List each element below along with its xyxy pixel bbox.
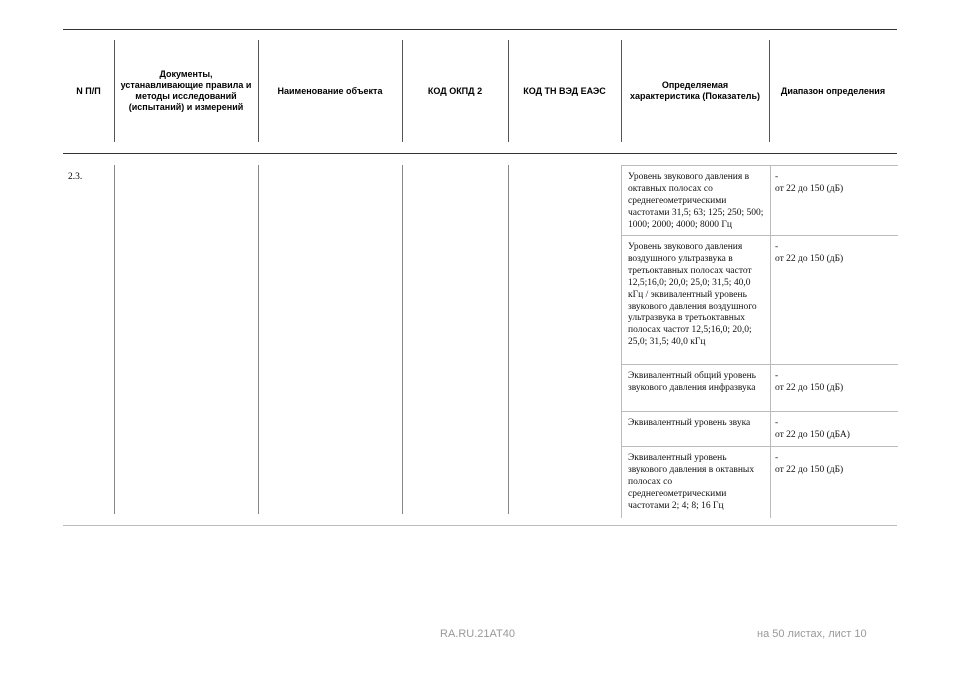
body-col-divider	[114, 165, 115, 514]
header-col-divider	[402, 40, 403, 142]
characteristic-text: Эквивалентный уровень звука	[628, 418, 751, 428]
table-bottom-rule	[63, 525, 897, 526]
range-value: от 22 до 150 (дБ)	[775, 183, 844, 194]
table-row	[621, 165, 898, 235]
range-cell	[775, 418, 850, 442]
characteristic-text: Уровень звукового давления в октавных полосах со среднегеометрическими частотами 31,5; 63; 125; 250; 500; 1000; 2000; 4000; 8000 Гц	[628, 172, 764, 230]
header-okpd2-code: КОД ОКПД 2	[427, 85, 483, 96]
range-value: от 22 до 150 (дБ)	[775, 464, 844, 475]
body-col-divider	[402, 165, 403, 514]
row-number: 2.3.	[68, 172, 83, 182]
header-top-rule	[63, 29, 897, 30]
header-col-divider	[114, 40, 115, 142]
range-value: от 22 до 150 (дБА)	[775, 429, 850, 440]
characteristic-text: Уровень звукового давления воздушного ультразвука в третьоктавных полосах частот 12,5;16,0; 20,0; 25,0; 31,5; 40,0 кГц / эквивалентный уровень звукового давления воздушного ультразвука в третьоктавных полосах частот 12,5;16,0; 20,0; 25,0; 31,5; 40,0 кГц	[628, 242, 757, 348]
body-col-divider	[508, 165, 509, 514]
table-row	[621, 235, 898, 364]
range-dash: -	[775, 453, 779, 463]
footer-doc-id: RA.RU.21АТ40	[440, 628, 515, 640]
characteristic-cell	[621, 166, 771, 235]
range-cell	[775, 453, 843, 477]
range-cell	[775, 371, 843, 395]
header-number: N П/П	[76, 85, 101, 96]
table-row	[621, 411, 898, 446]
footer-sheet-info: на 50 листах, лист 10	[757, 628, 867, 640]
range-value: от 22 до 150 (дБ)	[775, 382, 844, 393]
table-row	[621, 446, 898, 518]
range-dash: -	[775, 242, 779, 252]
range-value: от 22 до 150 (дБ)	[775, 253, 844, 264]
characteristic-cell	[621, 412, 771, 446]
range-cell	[775, 242, 843, 266]
characteristic-text: Эквивалентный уровень звукового давления в октавных полосах со среднегеометрическими частотами 2; 4; 8; 16 Гц	[628, 453, 755, 511]
header-col-divider	[258, 40, 259, 142]
header-documents: Документы, устанавливающие правила и методы исследований (испытаний) и измерений	[120, 69, 252, 112]
header-object-name: Наименование объекта	[277, 85, 383, 96]
header-range: Диапазон определения	[780, 85, 886, 96]
body-col-divider	[258, 165, 259, 514]
characteristic-cell	[621, 236, 771, 364]
range-cell	[775, 172, 843, 196]
table-row	[621, 364, 898, 411]
header-col-divider	[769, 40, 770, 142]
header-col-divider	[621, 40, 622, 142]
characteristic-cell	[621, 447, 771, 518]
characteristic-text: Эквивалентный общий уровень звукового давления инфразвука	[628, 371, 756, 393]
header-bottom-rule	[63, 153, 897, 154]
header-col-divider	[508, 40, 509, 142]
range-dash: -	[775, 172, 779, 182]
characteristic-cell	[621, 365, 771, 411]
range-dash: -	[775, 418, 779, 428]
characteristics-grid	[621, 165, 898, 518]
range-dash: -	[775, 371, 779, 381]
header-tnved-code: КОД ТН ВЭД ЕАЭС	[523, 85, 606, 96]
header-characteristic: Определяемая характеристика (Показатель)	[629, 80, 761, 101]
